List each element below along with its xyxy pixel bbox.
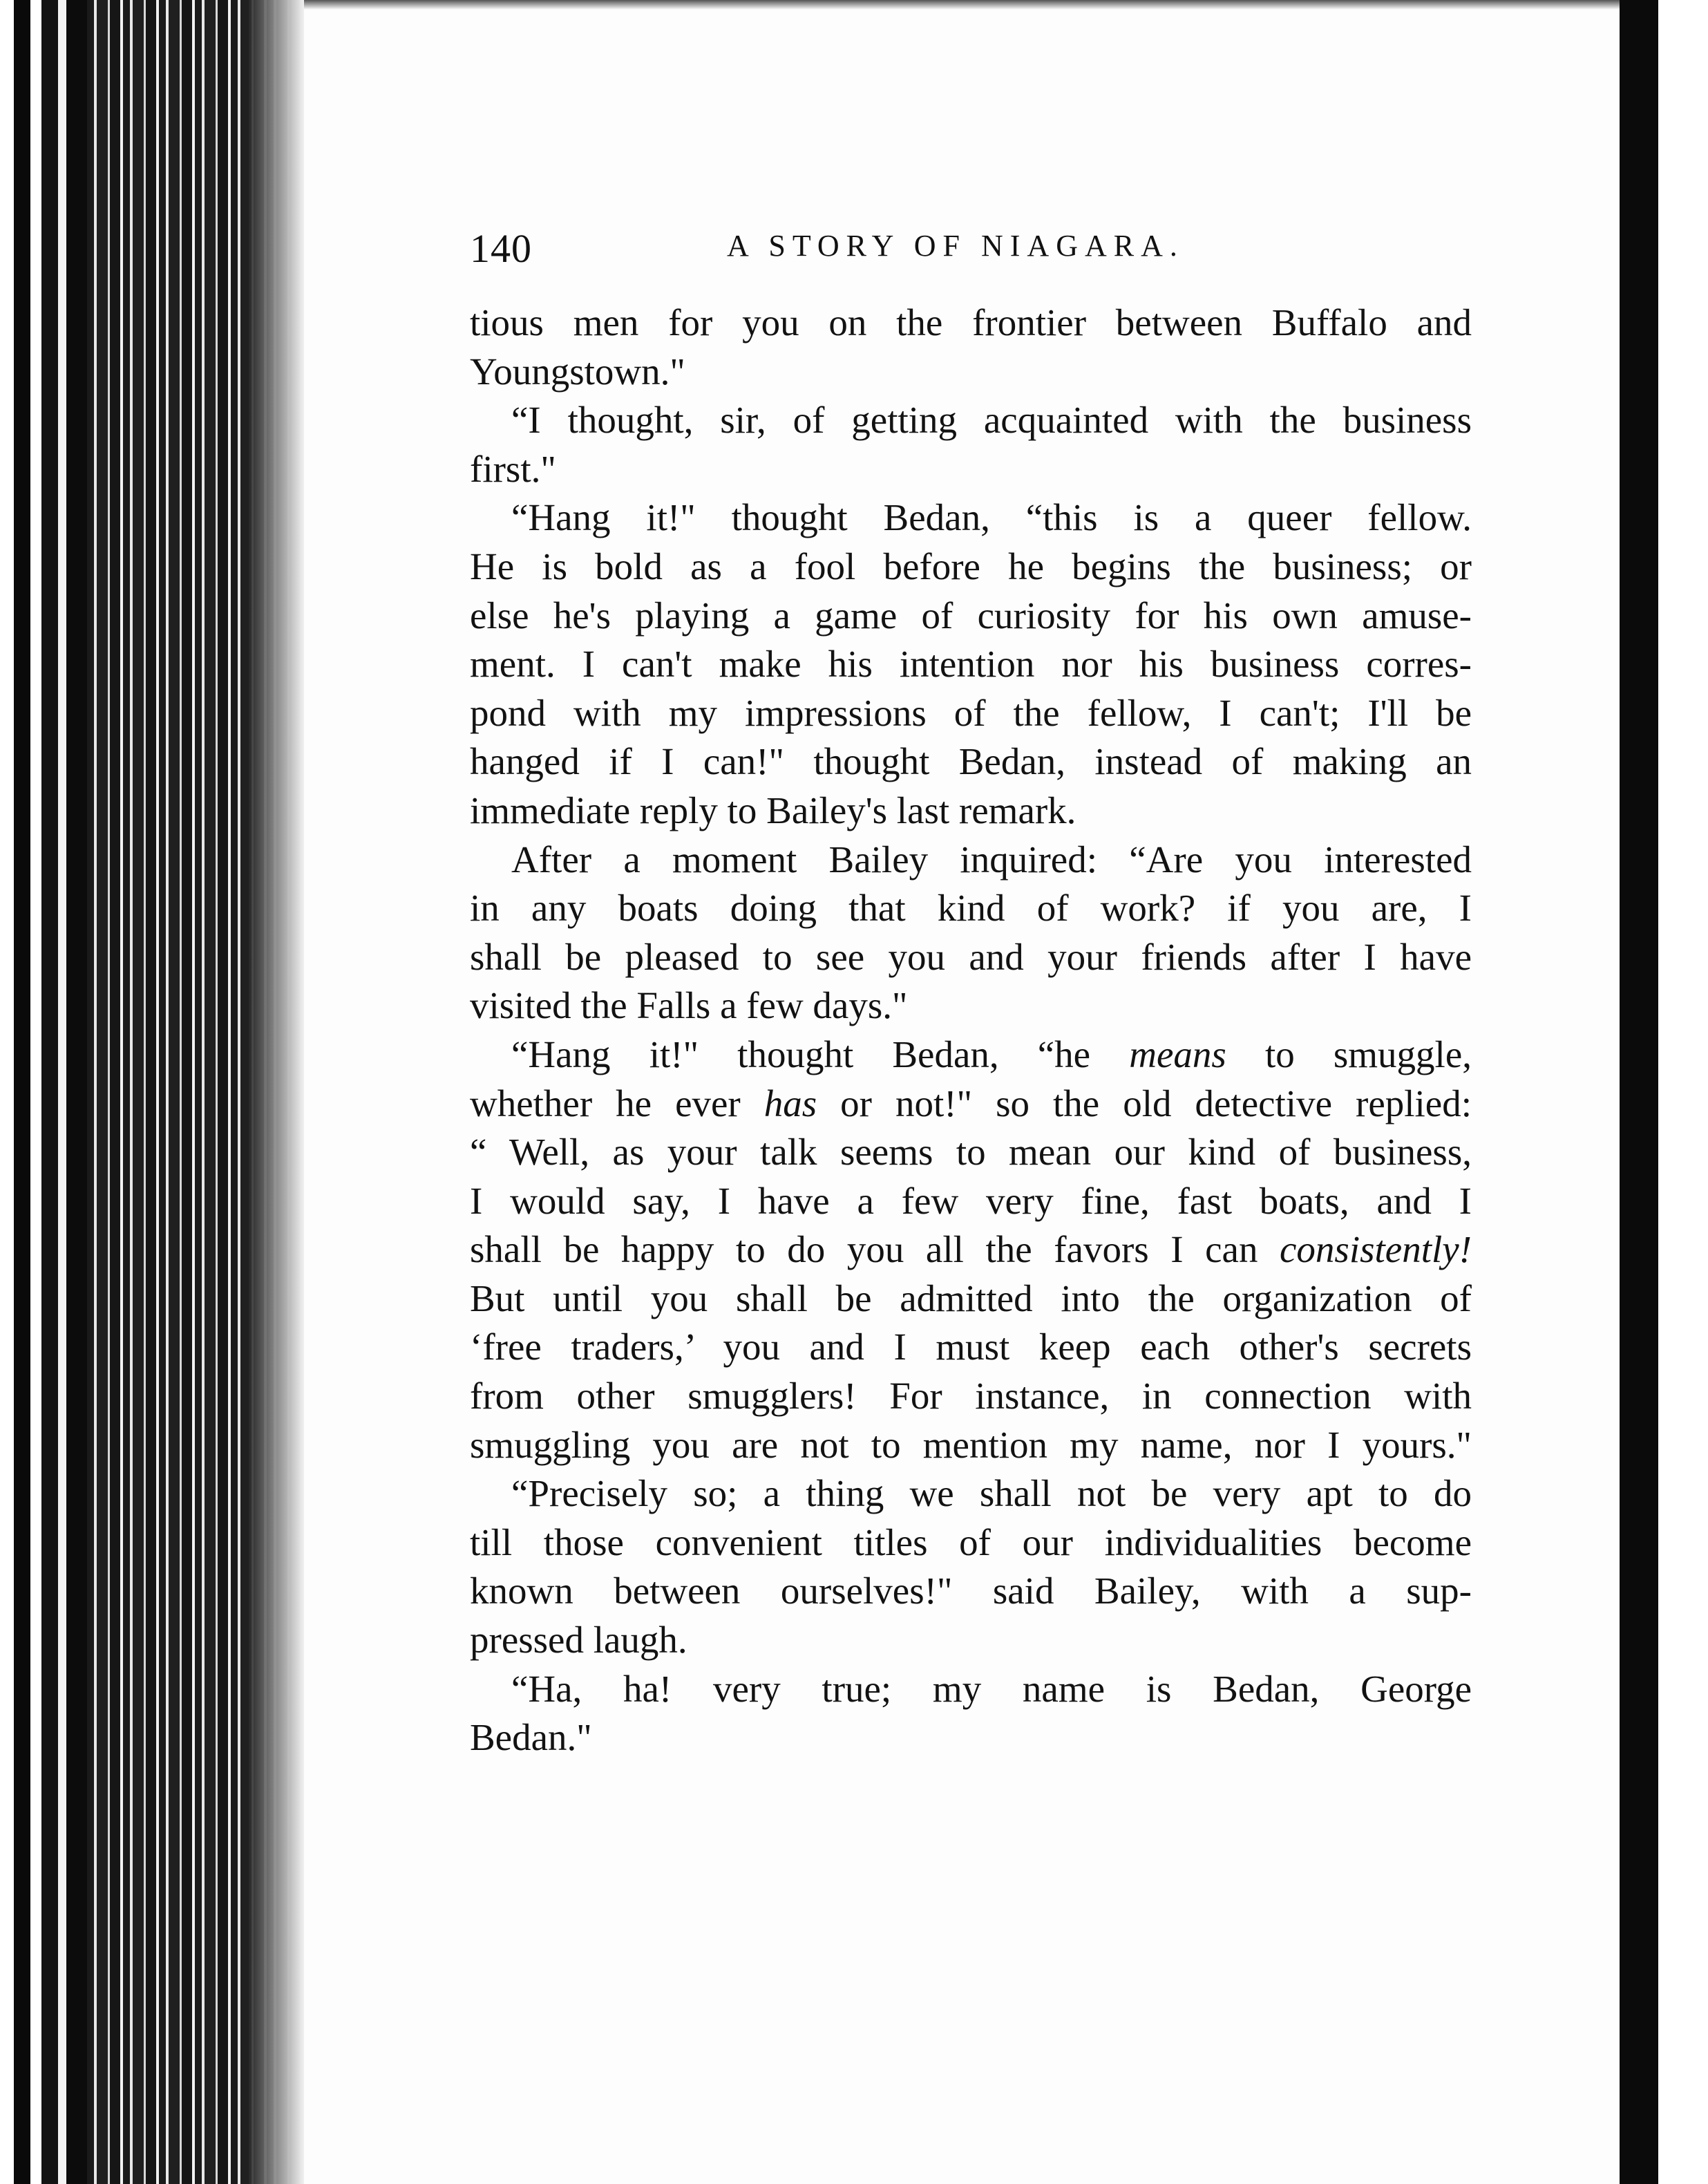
text-run: visited the Falls a few days." xyxy=(470,984,908,1027)
text-line xyxy=(470,933,1472,982)
text-run: first." xyxy=(470,447,556,490)
text-run: “Hang it!" thought Bedan, “this is a queer fellow. xyxy=(511,496,1472,539)
text-line xyxy=(470,1030,1472,1080)
body-text xyxy=(470,299,1472,1762)
text-line xyxy=(470,1274,1472,1324)
text-run: “ Well, as your talk seems to mean our kind of business, xyxy=(470,1131,1472,1174)
text-line xyxy=(470,787,1472,836)
text-line xyxy=(470,348,1472,397)
text-line xyxy=(470,1469,1472,1518)
text-line xyxy=(470,1128,1472,1177)
text-line xyxy=(470,689,1472,738)
text-run: in any boats doing that kind of work? if you are, I xyxy=(470,887,1472,930)
text-line xyxy=(470,640,1472,689)
text-line xyxy=(470,1225,1472,1274)
text-line xyxy=(470,493,1472,543)
page-number: 140 xyxy=(470,226,532,271)
text-run: “Hang it!" thought Bedan, “he xyxy=(511,1033,1130,1075)
text-line xyxy=(470,836,1472,885)
text-run: I would say, I have a few very fine, fast boats, and I xyxy=(470,1179,1472,1222)
text-line xyxy=(470,737,1472,787)
text-run: ment. I can't make his intention nor his business corres- xyxy=(470,643,1472,686)
text-run: But until you shall be admitted into the organization of xyxy=(470,1277,1472,1319)
running-title: A STORY OF NIAGARA. xyxy=(727,229,1184,263)
text-run: He is bold as a fool before he begins the business; or xyxy=(470,545,1472,587)
text-run: known between ourselves!" said Bailey, with a sup- xyxy=(470,1570,1472,1612)
text-run: ‘free traders,’ you and I must keep each other's secrets xyxy=(470,1326,1472,1368)
text-run: else he's playing a game of curiosity for his own amuse- xyxy=(470,594,1472,637)
text-line xyxy=(470,1177,1472,1226)
text-run: smuggling you are not to mention my name, nor I yours." xyxy=(470,1423,1472,1466)
text-run: whether he ever xyxy=(470,1082,764,1124)
text-run: shall be pleased to see you and your friends after I have xyxy=(470,935,1472,978)
text-line xyxy=(470,396,1472,445)
right-page-edge xyxy=(1620,0,1658,2184)
text-run: Bedan." xyxy=(470,1716,592,1759)
italic-run: consistently! xyxy=(1280,1228,1472,1271)
text-line xyxy=(470,1323,1472,1372)
text-line xyxy=(470,299,1472,348)
top-edge-shadow xyxy=(304,0,1620,10)
running-head xyxy=(470,225,1472,281)
italic-run: has xyxy=(763,1082,817,1124)
text-line xyxy=(470,1421,1472,1470)
text-run: tious men for you on the frontier between Buffalo and xyxy=(470,301,1472,343)
text-line xyxy=(470,1713,1472,1762)
text-run: Youngstown." xyxy=(470,350,685,393)
text-run: shall be happy to do you all the favors I can xyxy=(470,1228,1280,1271)
text-line xyxy=(470,1665,1472,1714)
gutter-shadow xyxy=(249,0,304,2184)
text-run: or not!" so the old detective replied: xyxy=(817,1082,1472,1124)
text-run: from other smugglers! For instance, in connection with xyxy=(470,1375,1472,1418)
text-line xyxy=(470,1616,1472,1665)
text-line xyxy=(470,592,1472,641)
text-run: till those convenient titles of our individualities become xyxy=(470,1521,1472,1563)
text-run: “Ha, ha! very true; my name is Bedan, George xyxy=(511,1667,1472,1710)
text-run: to smuggle, xyxy=(1226,1033,1472,1075)
text-line xyxy=(470,884,1472,933)
text-run: pressed laugh. xyxy=(470,1619,687,1661)
text-line xyxy=(470,1372,1472,1421)
text-run: immediate reply to Bailey's last remark. xyxy=(470,789,1076,831)
text-run: pond with my impressions of the fellow, I can't; I'll be xyxy=(470,691,1472,734)
text-run: “I thought, sir, of getting acquainted with the business xyxy=(511,399,1472,442)
text-run: “Precisely so; a thing we shall not be very apt to do xyxy=(511,1472,1472,1515)
text-line xyxy=(470,1080,1472,1129)
text-line xyxy=(470,981,1472,1030)
italic-run: means xyxy=(1129,1033,1226,1075)
text-run: After a moment Bailey inquired: “Are you interested xyxy=(511,838,1472,881)
text-line xyxy=(470,543,1472,592)
text-run: hanged if I can!" thought Bedan, instead of making an xyxy=(470,740,1472,783)
text-line xyxy=(470,1518,1472,1568)
text-line xyxy=(470,445,1472,494)
right-margin xyxy=(1658,0,1708,2184)
text-line xyxy=(470,1567,1472,1616)
